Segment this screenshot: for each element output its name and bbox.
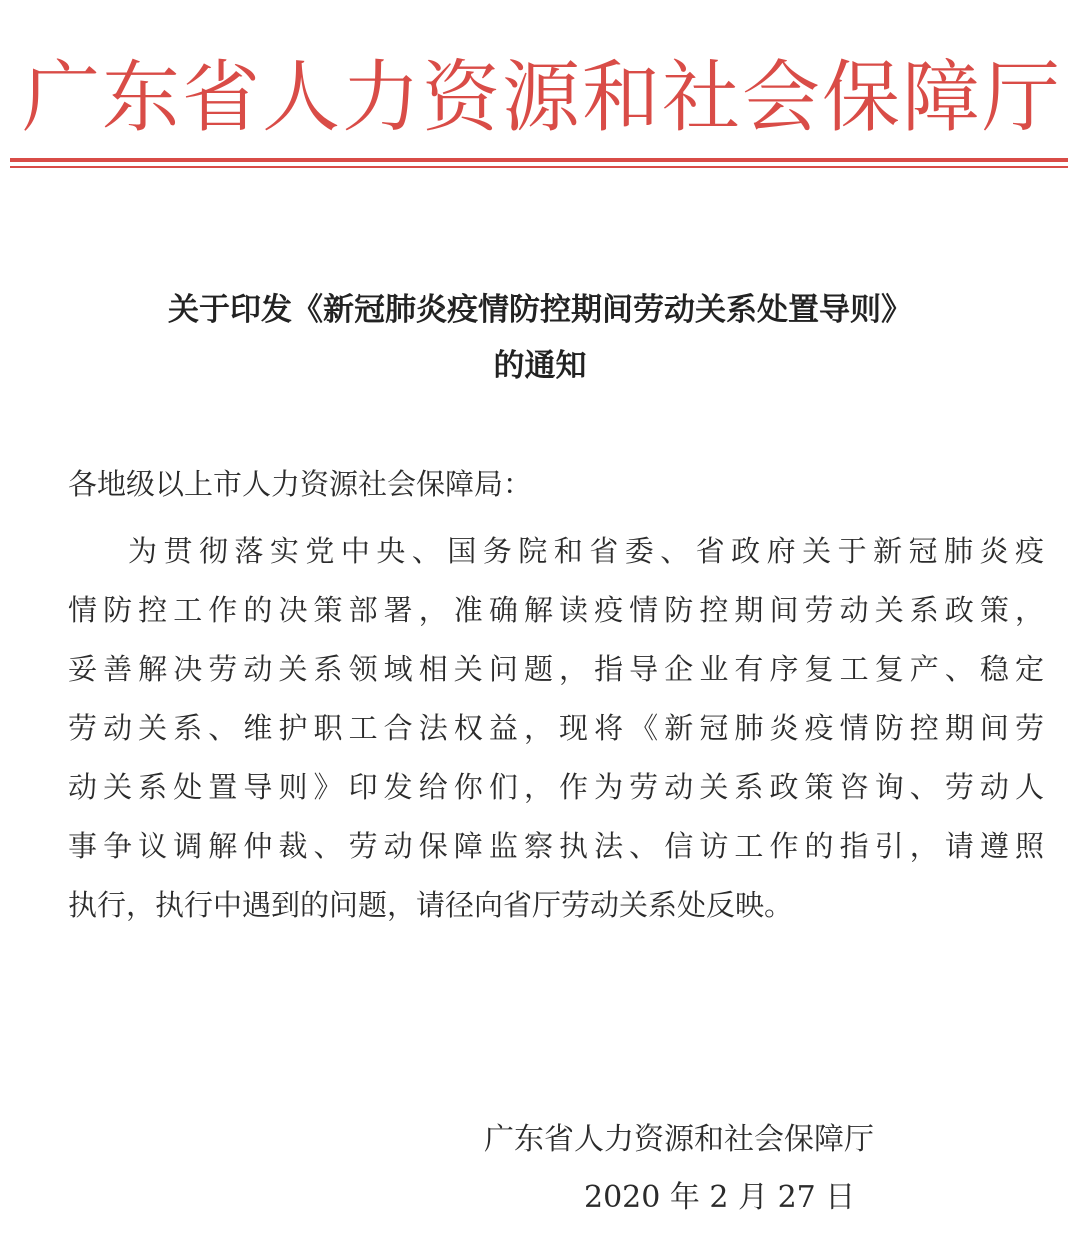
- body-line: 妥善解决劳动关系领域相关问题，指导企业有序复工复产、稳定: [68, 652, 1044, 686]
- letterhead: [0, 30, 1080, 160]
- salutation: 各地级以上市人力资源社会保障局：: [68, 467, 533, 501]
- signature-date: 2020 年 2 月 27 日: [584, 1180, 856, 1215]
- document-title-line-1: 关于印发《新冠肺炎疫情防控期间劳动关系处置导则》: [168, 292, 912, 328]
- signature-agency: 广东省人力资源和社会保障厅: [484, 1122, 874, 1157]
- letterhead-agency-name: 广东省人力资源和社会保障厅: [22, 53, 1063, 143]
- letterhead-rule-thin: [10, 166, 1068, 168]
- body-paragraph: [68, 522, 1044, 935]
- body-line: 执行，执行中遇到的问题，请径向省厅劳动关系处反映。: [68, 888, 794, 922]
- body-line: 劳动关系、维护职工合法权益，现将《新冠肺炎疫情防控期间劳: [68, 711, 1044, 745]
- letterhead-rule-thick: [10, 158, 1068, 162]
- document-title-line-2: 的通知: [493, 348, 587, 384]
- body-line: 动关系处置导则》印发给你们，作为劳动关系政策咨询、劳动人: [68, 770, 1044, 804]
- body-line: 为贯彻落实党中央、国务院和省委、省政府关于新冠肺炎疫: [128, 534, 1044, 568]
- document-title: [40, 282, 1040, 394]
- body-line: 情防控工作的决策部署，准确解读疫情防控期间劳动关系政策，: [68, 593, 1044, 627]
- body-line: 事争议调解仲裁、劳动保障监察执法、信访工作的指引，请遵照: [68, 829, 1044, 863]
